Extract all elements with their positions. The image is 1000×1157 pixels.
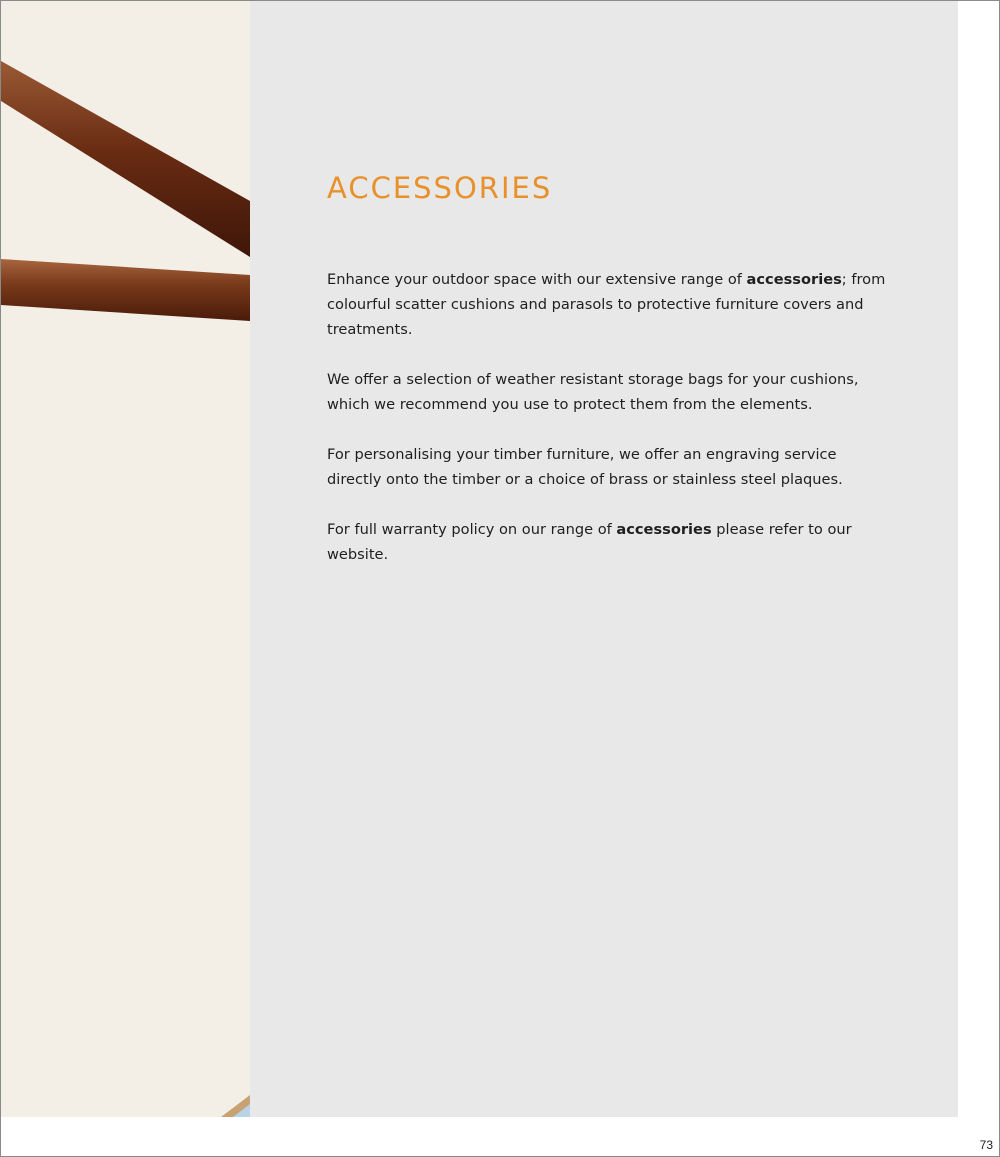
page-title: ACCESSORIES	[327, 171, 553, 205]
warranty-paragraph: For full warranty policy on our range of accessories please refer to our website.	[327, 521, 852, 563]
body-text	[327, 267, 887, 592]
storage-bags-paragraph: We offer a selection of weather resistant storage bags for your cushions, which we recommend you use to protect them from the elements.	[327, 371, 859, 413]
lower-timber-beam	[1, 259, 250, 321]
content-panel	[250, 1, 958, 1117]
intro-paragraph: Enhance your outdoor space with our extensive range of accessories; from colourful scatter cushions and parasols to protective furniture covers and treatments.	[327, 271, 886, 338]
page-number: 73	[979, 1138, 993, 1152]
timber-photo-illustration	[1, 1, 250, 1117]
timber-furniture-photo	[1, 1, 250, 1117]
accessories-emphasis: accessories	[746, 271, 842, 288]
upper-timber-beam	[1, 61, 250, 257]
engraving-paragraph: For personalising your timber furniture, we offer an engraving service directly onto the timber or a choice of brass or stainless steel plaques.	[327, 446, 843, 488]
accessories-emphasis: accessories	[616, 521, 712, 538]
